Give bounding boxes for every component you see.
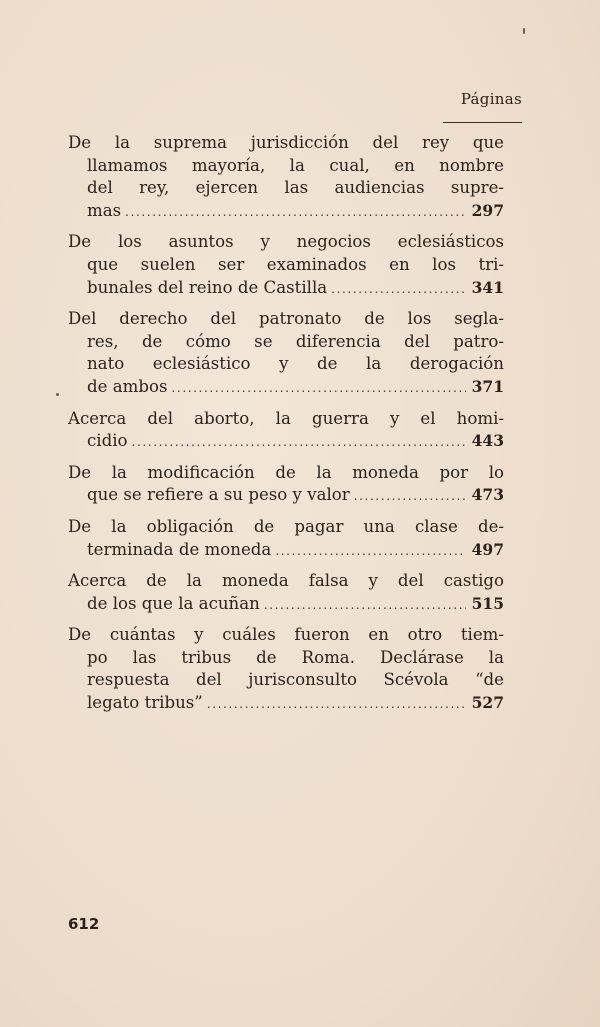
page-number: 473 [471, 485, 504, 505]
entry-line-text: mas [87, 200, 122, 220]
entry-line-text: de los que la acuñan [87, 593, 260, 613]
entry-last-line [68, 277, 504, 300]
entry-line: res, de cómo se diferencia del patro- [87, 331, 504, 351]
toc-entry [68, 132, 504, 222]
entry-line: del rey, ejercen las audiencias supre- [87, 178, 504, 198]
entry-line: De la modificación de la moneda por lo [68, 462, 504, 482]
dot-leader [275, 540, 466, 562]
entry-line-text: que se refiere a su peso y valor [87, 485, 350, 505]
entry-line: que suelen ser examinados en los tri- [87, 254, 504, 274]
entry-line: De cuántas y cuáles fueron en otro tiem- [68, 625, 504, 645]
paper-speck [523, 28, 525, 34]
entry-line: llamamos mayoría, la cual, en nombre [87, 155, 504, 175]
toc-entry [68, 462, 504, 507]
entry-last-line [68, 430, 504, 453]
toc-entry [68, 308, 504, 398]
dot-leader [125, 201, 466, 223]
pages-column-header: Páginas [460, 90, 522, 108]
dot-leader [264, 594, 466, 616]
entry-line: respuesta del jurisconsulto Scévola “de [87, 670, 504, 690]
entry-line-text: legato tribus” [87, 693, 203, 713]
entry-line-text: bunales del reino de Castilla [87, 277, 328, 297]
entry-line: Acerca del aborto, la guerra y el homi- [68, 408, 504, 428]
entry-line-text: cidio [87, 431, 128, 451]
entry-last-line [68, 692, 504, 715]
toc-entry [68, 408, 504, 453]
dot-leader [207, 693, 466, 715]
entry-last-line [68, 593, 504, 616]
dot-leader [331, 278, 466, 300]
entry-last-line [68, 376, 504, 399]
entry-line: nato eclesiástico y de la derogación [87, 354, 504, 374]
entry-line: De la obligación de pagar una clase de- [68, 516, 504, 536]
entry-line-text: terminada de moneda [87, 539, 272, 559]
entry-line: De los asuntos y negocios eclesiásticos [68, 232, 504, 252]
dot-leader [354, 485, 466, 507]
page-number: 515 [471, 593, 504, 613]
page-number: 341 [471, 277, 504, 297]
dot-leader [132, 431, 466, 453]
entry-line-text: de ambos [87, 376, 168, 396]
toc-entry [68, 516, 504, 561]
entry-last-line [68, 484, 504, 507]
entry-last-line [68, 539, 504, 562]
paper-speck [56, 393, 59, 396]
toc-entry [68, 231, 504, 299]
entry-line: De la suprema jurisdicción del rey que [68, 133, 504, 152]
entry-line: po las tribus de Roma. Declárase la [87, 647, 504, 667]
entry-line: Del derecho del patronato de los segla- [68, 309, 504, 329]
page-number: 527 [471, 693, 504, 713]
page-number: 497 [471, 539, 504, 559]
dot-leader [171, 377, 466, 399]
toc-entry [68, 570, 504, 615]
page-number: 443 [471, 431, 504, 451]
table-of-contents [68, 132, 504, 724]
header-rule [443, 122, 522, 123]
toc-entry [68, 624, 504, 714]
folio-page-number: 612 [68, 915, 100, 933]
entry-last-line [68, 200, 504, 223]
page-number: 297 [471, 200, 504, 220]
page-number: 371 [471, 376, 504, 396]
entry-line: Acerca de la moneda falsa y del castigo [68, 571, 504, 591]
